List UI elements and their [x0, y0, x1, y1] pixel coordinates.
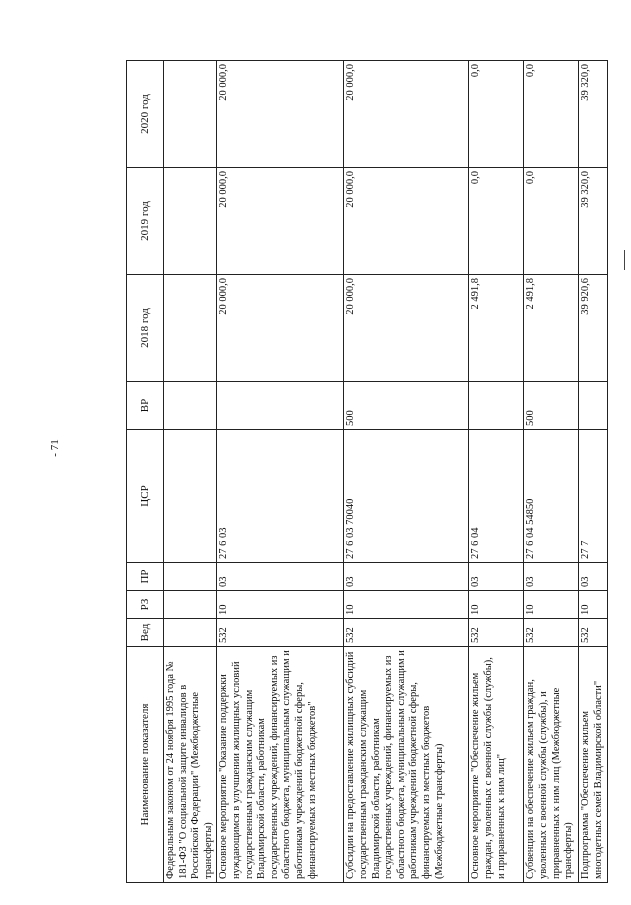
cell-2020: 39 320,0: [579, 61, 607, 168]
cell-2019: 0,0: [524, 168, 579, 275]
table-row: [344, 61, 469, 883]
cell-2019: 39 320,0: [579, 168, 607, 275]
cell-name: Субсидии на предоставление жилищных субсидий государственным гражданским служащим Владимирской области, работникам государственных учреждений, финансируемых из областного бюджета, муниципальным служащим и работникам учреждений бюджетной сферы, финансируемых из местных бюджетов (Межбюджетные трансферты): [344, 647, 469, 883]
cell-2019: [164, 168, 217, 275]
cell-name: Федеральным законом от 24 ноября 1995 года № 181-ФЗ "О социальной защите инвалидов в Российской Федерации" (Межбюджетные трансферты): [164, 647, 217, 883]
cell-2019: 20 000,0: [217, 168, 344, 275]
cell-pr: 03: [469, 563, 524, 591]
table-container: [126, 61, 604, 883]
cell-ved: [164, 619, 217, 647]
table-row: [164, 61, 217, 883]
cell-rz: 10: [579, 591, 607, 619]
cell-name: Основное мероприятие "Оказание поддержки нуждающимся в улучшении жилищных условий государственным гражданским служащим Владимирской области, работникам государственных учреждений, финансируемых из областного бюджета, муниципальным служащим и работникам учреждений бюджетной сферы, финансируемых из местных бюджетов": [217, 647, 344, 883]
cell-ved: 532: [217, 619, 344, 647]
cell-csr: [164, 430, 217, 563]
header-name: Наименование показателя: [127, 647, 164, 883]
cell-vr: 500: [344, 382, 469, 430]
cell-csr: 27 6 04 54850: [524, 430, 579, 563]
cell-rz: 10: [344, 591, 469, 619]
cell-csr: 27 6 03: [217, 430, 344, 563]
header-2020: 2020 год: [127, 61, 164, 168]
cell-2020: 20 000,0: [217, 61, 344, 168]
header-rz: РЗ: [127, 591, 164, 619]
cell-ved: 532: [524, 619, 579, 647]
cell-ved: 532: [579, 619, 607, 647]
table-header-row: [127, 61, 164, 883]
cell-ved: 532: [344, 619, 469, 647]
cell-ved: 532: [469, 619, 524, 647]
budget-table: [126, 60, 608, 883]
cell-pr: 03: [524, 563, 579, 591]
cell-2020: 0,0: [469, 61, 524, 168]
cell-2018: 2 491,8: [469, 275, 524, 382]
cell-pr: 03: [344, 563, 469, 591]
cell-rz: 10: [469, 591, 524, 619]
cell-vr: 500: [524, 382, 579, 430]
table-row: [579, 61, 607, 883]
cell-vr: [164, 382, 217, 430]
cell-2018: [164, 275, 217, 382]
cell-2018: 20 000,0: [344, 275, 469, 382]
cell-rz: 10: [524, 591, 579, 619]
cell-2018: 39 920,6: [579, 275, 607, 382]
cell-name: Основное мероприятие "Обеспечение жильем граждан, уволенных с военной службы (службы), и приравненных к ним лиц": [469, 647, 524, 883]
cell-name: Подпрограмма "Обеспечение жильем многодетных семей Владимирской области": [579, 647, 607, 883]
cell-rz: [164, 591, 217, 619]
table-row: [469, 61, 524, 883]
table-row: [217, 61, 344, 883]
header-ved: Вед: [127, 619, 164, 647]
cell-csr: 27 6 04: [469, 430, 524, 563]
header-2019: 2019 год: [127, 168, 164, 275]
cell-2020: 20 000,0: [344, 61, 469, 168]
cell-csr: 27 7: [579, 430, 607, 563]
cell-pr: [164, 563, 217, 591]
table-row: [524, 61, 579, 883]
header-2018: 2018 год: [127, 275, 164, 382]
cell-csr: 27 6 03 70040: [344, 430, 469, 563]
cell-vr: [469, 382, 524, 430]
cell-2020: [164, 61, 217, 168]
cell-2020: 0,0: [524, 61, 579, 168]
cell-pr: 03: [579, 563, 607, 591]
cell-2019: 20 000,0: [344, 168, 469, 275]
cell-2018: 2 491,8: [524, 275, 579, 382]
cell-vr: [217, 382, 344, 430]
header-vr: ВР: [127, 382, 164, 430]
cell-2019: 0,0: [469, 168, 524, 275]
page-number: - 71: [49, 439, 61, 457]
cell-rz: 10: [217, 591, 344, 619]
header-csr: ЦСР: [127, 430, 164, 563]
cell-pr: 03: [217, 563, 344, 591]
cell-2018: 20 000,0: [217, 275, 344, 382]
header-pr: ПР: [127, 563, 164, 591]
cell-name: Субвенции на обеспечение жильем граждан, уволенных с военной службы (службы), и приравненных к ним лиц (Межбюджетные трансферты): [524, 647, 579, 883]
scan-edge-mark: [624, 250, 625, 270]
cell-vr: [579, 382, 607, 430]
